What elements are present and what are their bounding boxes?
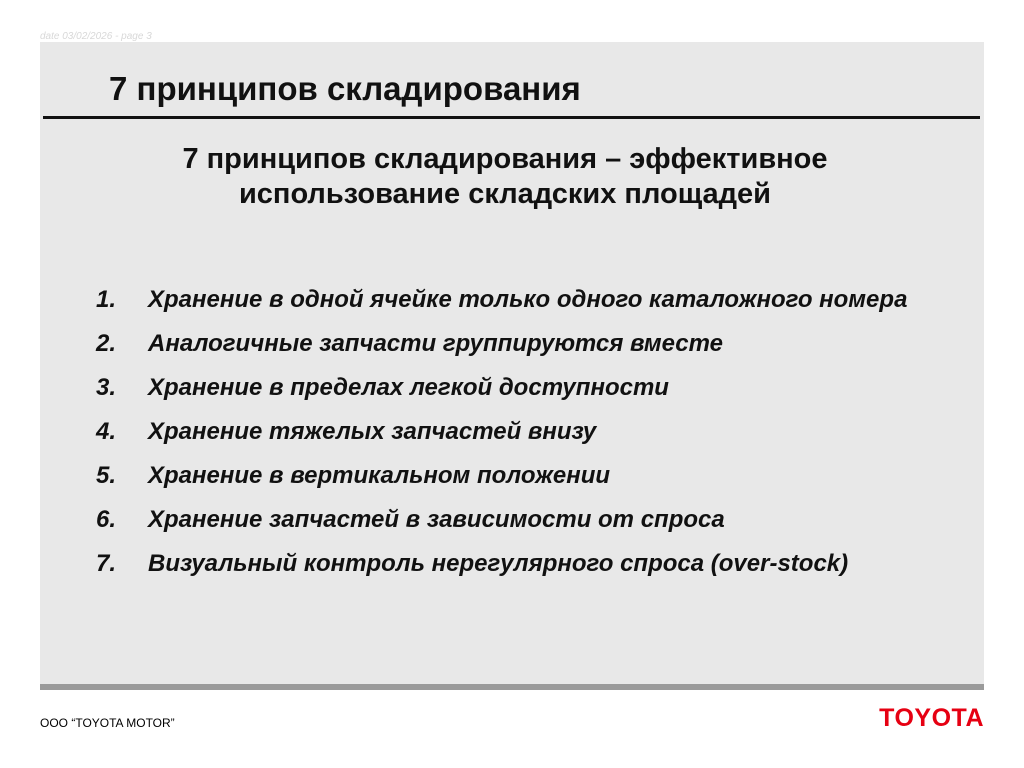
subtitle-line-2: использование складских площадей bbox=[238, 178, 772, 210]
principles-list bbox=[96, 284, 916, 592]
slide-meta: date 03/02/2026 - page 3 bbox=[40, 31, 152, 42]
item-text: Визуальный контроль нерегулярного спроса (over-stock) bbox=[148, 550, 849, 577]
item-number: 3. bbox=[96, 374, 117, 401]
item-text: Хранение запчастей в зависимости от спроса bbox=[148, 506, 725, 533]
item-text: Аналогичные запчасти группируются вместе bbox=[148, 330, 724, 357]
item-text: Хранение в одной ячейке только одного каталожного номера bbox=[148, 286, 908, 313]
footer-company: ООО “TOYOTA MOTOR” bbox=[40, 716, 175, 730]
list-item bbox=[96, 460, 916, 491]
list-item bbox=[96, 284, 916, 315]
item-text: Хранение в пределах легкой доступности bbox=[148, 374, 669, 401]
list-item bbox=[96, 416, 916, 447]
subtitle-line-1: 7 принципов складирования – эффективное bbox=[182, 143, 828, 175]
item-number: 4. bbox=[96, 418, 117, 445]
slide-subtitle bbox=[60, 142, 950, 212]
panel-bottom-border bbox=[40, 684, 984, 690]
slide-title: 7 принципов складирования bbox=[109, 70, 581, 107]
list-item bbox=[96, 504, 916, 535]
list-item bbox=[96, 372, 916, 403]
item-number: 7. bbox=[96, 550, 117, 577]
item-number: 5. bbox=[96, 462, 117, 489]
item-number: 2. bbox=[96, 330, 117, 357]
list-item bbox=[96, 548, 916, 579]
title-divider bbox=[43, 116, 980, 119]
item-text: Хранение в вертикальном положении bbox=[148, 462, 611, 489]
item-number: 6. bbox=[96, 506, 117, 533]
list-item bbox=[96, 328, 916, 359]
item-number: 1. bbox=[96, 286, 117, 313]
item-text: Хранение тяжелых запчастей внизу bbox=[148, 418, 597, 445]
toyota-logo: TOYOTA bbox=[879, 704, 984, 732]
